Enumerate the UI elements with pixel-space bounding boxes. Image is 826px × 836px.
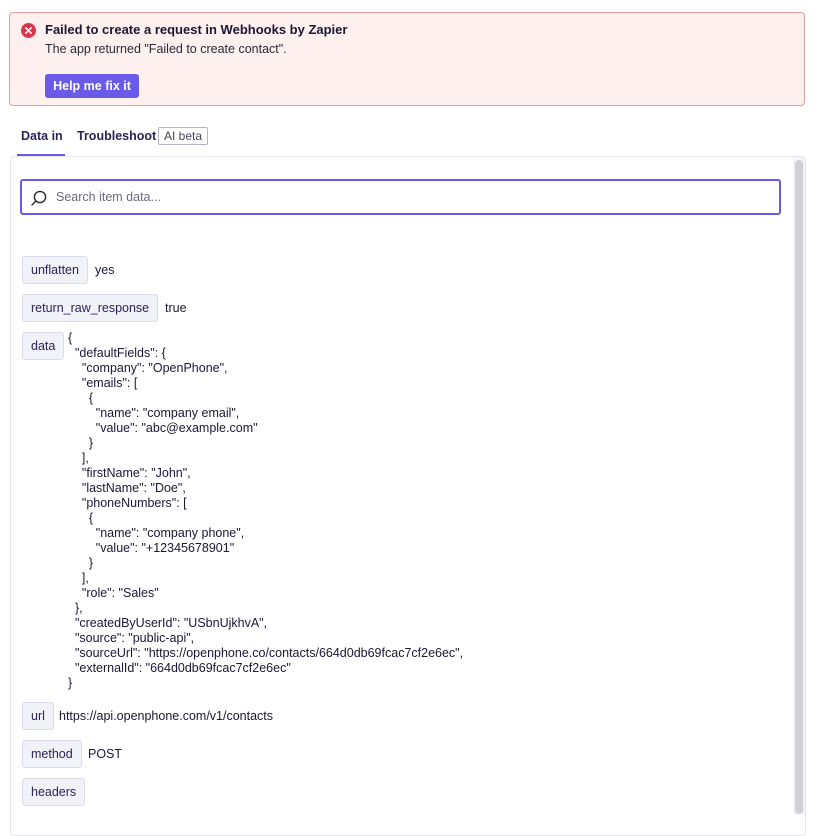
- error-title: Failed to create a request in Webhooks by Zapier: [45, 22, 348, 37]
- help-me-fix-button[interactable]: Help me fix it: [45, 74, 139, 98]
- tab-troubleshoot[interactable]: Troubleshoot: [77, 129, 157, 143]
- ai-beta-badge: AI beta: [158, 127, 208, 145]
- error-message: The app returned "Failed to create contact".: [45, 42, 287, 56]
- search-input[interactable]: [56, 187, 756, 207]
- field-value-unflatten: yes: [95, 263, 115, 277]
- field-key-url[interactable]: url: [22, 702, 54, 730]
- field-value-data: { "defaultFields": { "company": "OpenPhone", "emails": [ { "name": "company email", "value": "abc@example.com" } ], "firstName": "John", "lastName": "Doe", "phoneNumbers": [ { "name": "company phone", "value": "+12345678901" } ], "role": "Sales" }, "createdByUserId": "USbnUjkhvA", "source": "public-api", "sourceUrl": "https://openphone.co/contacts/664d0db69fcac7cf2e6ec", "externalId": "664d0db69fcac7cf2e6ec" }: [68, 331, 464, 690]
- search-icon: [30, 189, 48, 212]
- scrollbar-thumb[interactable]: [795, 160, 803, 814]
- field-key-method[interactable]: method: [22, 740, 82, 768]
- error-banner: [9, 12, 805, 106]
- field-key-unflatten[interactable]: unflatten: [22, 256, 88, 284]
- field-value-return-raw-response: true: [165, 301, 187, 315]
- error-icon: [21, 23, 36, 38]
- field-key-data[interactable]: data: [22, 332, 64, 360]
- field-key-headers[interactable]: headers: [22, 778, 85, 806]
- tab-data-in[interactable]: Data in: [21, 129, 63, 143]
- field-key-return-raw-response[interactable]: return_raw_response: [22, 294, 158, 322]
- field-value-url: https://api.openphone.com/v1/contacts: [59, 709, 274, 723]
- field-value-method: POST: [88, 747, 123, 761]
- search-box[interactable]: [20, 179, 781, 215]
